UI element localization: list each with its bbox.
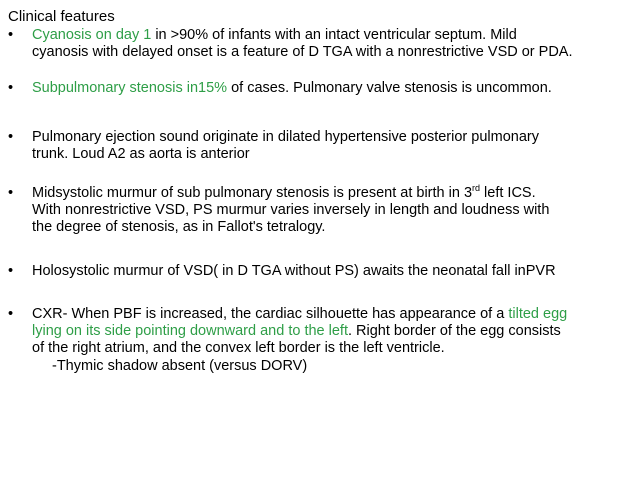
bullet-body xyxy=(32,185,638,236)
bullet-line xyxy=(32,27,638,44)
bullet-line: Holosystolic murmur of VSD( in D TGA without PS) awaits the neonatal fall inPVR xyxy=(32,263,556,279)
highlight-text: Subpulmonary stenosis in15% xyxy=(32,80,228,96)
bullet-dot: • xyxy=(8,27,14,43)
bullet-dot: • xyxy=(8,80,14,96)
bullet-line: cyanosis with delayed onset is a feature of D TGA with a nonrestrictive VSD or PDA. xyxy=(32,44,573,60)
bullet-dot: • xyxy=(8,263,14,279)
bullet-line: Pulmonary ejection sound originate in dilated hypertensive posterior pulmonary xyxy=(32,129,539,145)
bullet-dot: • xyxy=(8,129,14,145)
bullet-text: left ICS. xyxy=(480,185,536,201)
bullet-text: . Right border of the egg consists xyxy=(347,323,561,339)
bullet-line: With nonrestrictive VSD, PS murmur varies inversely in length and loudness with xyxy=(32,202,550,218)
bullet-body xyxy=(32,80,638,97)
bullet-line xyxy=(32,323,638,340)
bullet-body xyxy=(32,306,638,357)
bullet-line: the degree of stenosis, as in Fallot's tetralogy. xyxy=(32,219,326,235)
thymic-shadow-note: -Thymic shadow absent (versus DORV) xyxy=(52,358,308,374)
bullet-line: trunk. Loud A2 as aorta is anterior xyxy=(32,146,250,162)
bullet-text: CXR- When PBF is increased, the cardiac silhouette has appearance of a xyxy=(32,306,509,322)
highlight-text: tilted egg xyxy=(508,306,568,322)
bullet-dot: • xyxy=(8,306,14,322)
slide-heading: Clinical features xyxy=(8,8,115,25)
bullet-text: Midsystolic murmur of sub pulmonary stenosis is present at birth in 3 xyxy=(32,185,473,201)
bullet-body xyxy=(32,263,638,280)
bullet-dot: • xyxy=(8,185,14,201)
bullet-body xyxy=(32,129,638,163)
bullet-text: in >90% of infants with an intact ventricular septum. Mild xyxy=(151,27,517,43)
highlight-text: Cyanosis on day 1 xyxy=(32,27,152,43)
bullet-line xyxy=(32,306,638,323)
bullet-line xyxy=(32,80,638,97)
bullet-body xyxy=(32,27,638,61)
highlight-text: lying on its side pointing downward and to the left xyxy=(32,323,348,339)
superscript: rd xyxy=(472,183,481,193)
bullet-line xyxy=(32,185,638,202)
bullet-line: of the right atrium, and the convex left border is the left ventricle. xyxy=(32,340,445,356)
bullet-text: of cases. Pulmonary valve stenosis is uncommon. xyxy=(227,80,552,96)
